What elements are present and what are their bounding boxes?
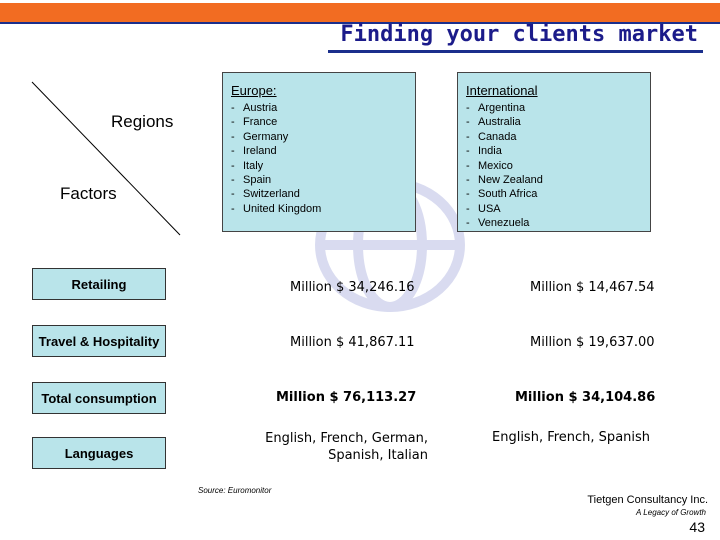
list-item: - Mexico — [466, 159, 513, 172]
list-item: - Spain — [231, 174, 272, 187]
regions-label: Regions — [111, 112, 174, 131]
europe-region-box — [222, 72, 416, 232]
languages-europe-value: English, French, German, Spanish, Italian — [265, 431, 428, 463]
list-item: - USA — [466, 202, 501, 215]
factor-total-consumption: Total consumption — [32, 382, 166, 414]
list-item: - Switzerland — [231, 188, 300, 201]
europe-title: Europe: — [231, 83, 277, 98]
total-europe-value: Million $ 76,113.27 — [276, 390, 417, 405]
languages-international-value: English, French, Spanish — [492, 430, 651, 445]
total-international-value: Million $ 34,104.86 — [515, 390, 656, 405]
list-item: - New Zealand — [466, 174, 543, 187]
page-number: 43 — [689, 519, 705, 535]
factor-retailing: Retailing — [32, 268, 166, 300]
list-item: - South Africa — [466, 188, 538, 201]
page-title: Finding your clients market — [340, 22, 698, 47]
list-item: - Ireland — [231, 145, 277, 158]
company-name: Tietgen Consultancy Inc. — [587, 494, 708, 506]
factors-label: Factors — [60, 184, 117, 203]
list-item: - France — [231, 116, 278, 129]
europe-country-list — [231, 101, 415, 216]
list-item: - Venezuela — [466, 217, 530, 230]
list-item: - Argentina — [466, 102, 526, 114]
retailing-europe-value: Million $ 34,246.16 — [290, 280, 415, 295]
company-tagline: A Legacy of Growth — [636, 508, 706, 517]
list-item: - Canada — [466, 130, 517, 143]
international-country-list — [466, 101, 650, 231]
list-item: - Germany — [231, 130, 289, 143]
source-note: Source: Euromonitor — [198, 486, 272, 495]
list-item: - Italy — [231, 159, 264, 172]
list-item: - Austria — [231, 102, 278, 114]
international-title: International — [466, 83, 538, 98]
list-item: - India — [466, 145, 502, 158]
international-region-box — [457, 72, 651, 232]
factor-travel-hospitality: Travel & Hospitality — [32, 325, 166, 357]
retailing-international-value: Million $ 14,467.54 — [530, 280, 655, 295]
travel-europe-value: Million $ 41,867.11 — [290, 335, 415, 350]
travel-international-value: Million $ 19,637.00 — [530, 335, 655, 350]
list-item: - United Kingdom — [231, 202, 322, 215]
list-item: - Australia — [466, 116, 521, 129]
factor-languages: Languages — [32, 437, 166, 469]
